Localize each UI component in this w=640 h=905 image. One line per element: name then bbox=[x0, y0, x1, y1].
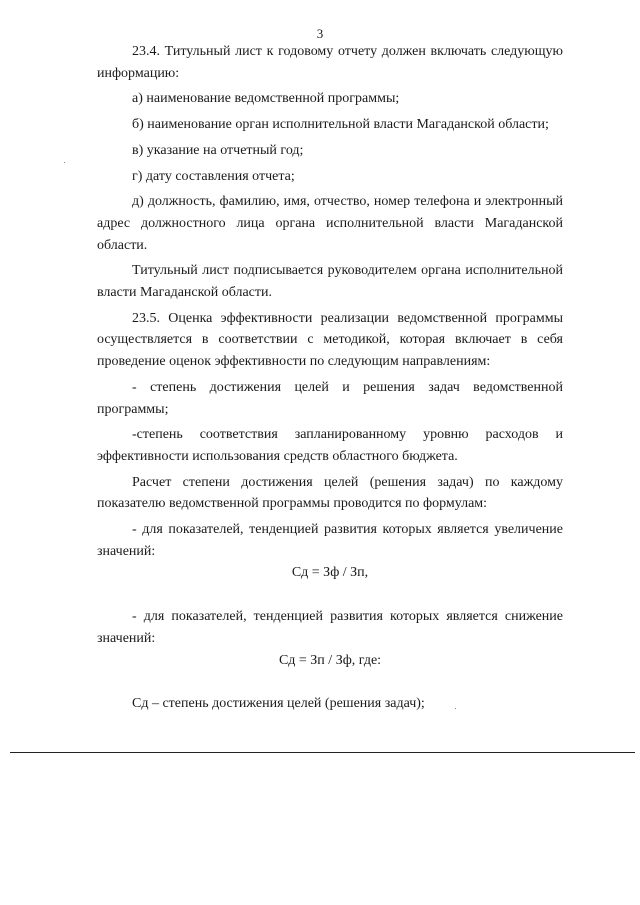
paragraph-23-4: 23.4. Титульный лист к годовому отчету должен включать следующую информацию: bbox=[97, 44, 563, 81]
signature-paragraph: Титульный лист подписывается руководителем органа исполнительной власти Магаданской области. bbox=[97, 263, 563, 301]
paragraph-23-5: 23.5. Оценка эффективности реализации ведомственной программы осуществляется в соответствии с методикой, которая включает в себя проведение оценок эффективности по следующим направлениям: bbox=[97, 310, 563, 370]
direction-item-2: -степень соответствия запланированному уровню расходов и эффективности использования средств областного бюджета. bbox=[97, 427, 563, 464]
formula-decrease: Сд = Зп / Зф, где: bbox=[278, 652, 382, 668]
scan-speck bbox=[455, 708, 456, 709]
formula-increase: Сд = Зф / Зп, bbox=[291, 565, 369, 581]
page-bottom-rule bbox=[10, 752, 635, 753]
definition-sd: Сд – степень достижения целей (решения задач); bbox=[132, 696, 425, 712]
document-body bbox=[97, 41, 563, 715]
calculation-paragraph: Расчет степени достижения целей (решения задач) по каждому показателю ведомственной программы проводится по формулам: bbox=[97, 474, 563, 512]
decrease-indicators-paragraph: - для показателей, тенденцией развития которых является снижение значений: bbox=[97, 609, 563, 646]
page-number: 3 bbox=[316, 26, 324, 41]
list-item-e: д) должность, фамилию, имя, отчество, номер телефона и электронный адрес должностного лица органа исполнительной власти Магаданской области. bbox=[97, 194, 563, 253]
direction-item-1: - степень достижения целей и решения задач ведомственной программы; bbox=[97, 379, 563, 417]
list-item-d: г) дату составления отчета; bbox=[132, 168, 295, 184]
increase-indicators-paragraph: - для показателей, тенденцией развития которых является увеличение значений: bbox=[97, 522, 563, 559]
list-item-b: б) наименование орган исполнительной власти Магаданской области; bbox=[132, 117, 549, 133]
list-item-a: а) наименование ведомственной программы; bbox=[132, 91, 400, 107]
list-item-c: в) указание на отчетный год; bbox=[132, 142, 304, 158]
scan-speck bbox=[64, 162, 65, 163]
